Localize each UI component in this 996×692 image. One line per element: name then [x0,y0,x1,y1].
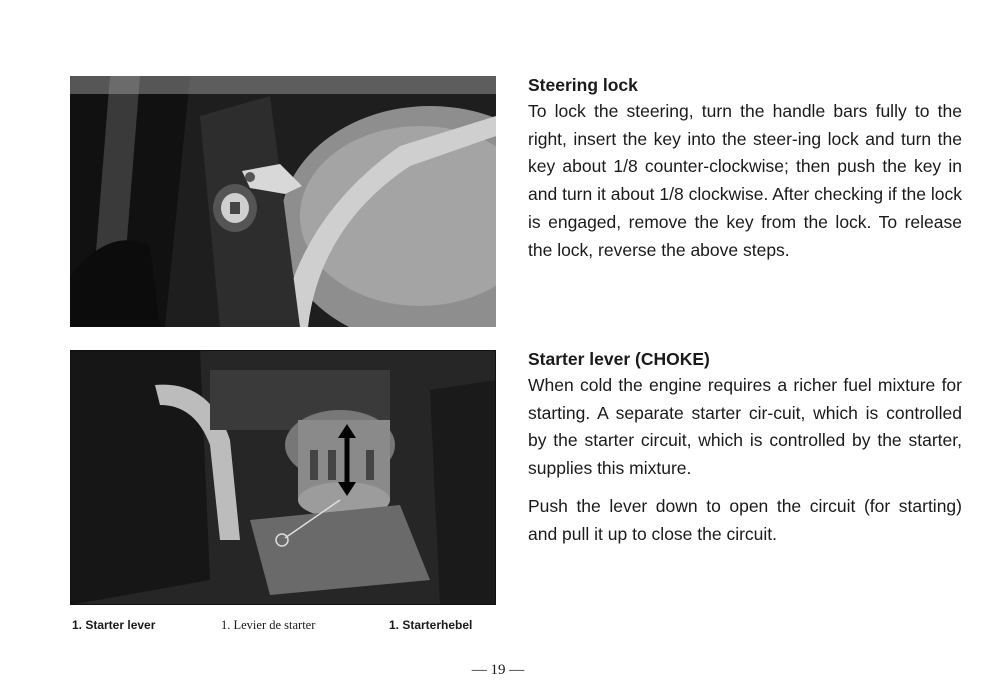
page-number: — 19 — [471,662,525,678]
starter-lever-heading: Starter lever (CHOKE) [528,349,710,369]
steering-lock-section [528,72,962,264]
caption-english: 1. Starter lever [72,618,156,632]
starter-lever-section [528,346,962,548]
caption-german: 1. Starterhebel [389,618,473,632]
starter-lever-illustration [70,350,496,605]
starter-lever-instructions: Push the lever down to open the circuit (for starting) and pull it up to close the circuit. [528,495,962,544]
steering-lock-body: To lock the steering, turn the handle bars fully to the right, insert the key into the steer-ing lock and turn the key about 1/8 counter-clockwise; then push the key in and turn it about 1/8 clockwise. After checking if the lock is engaged, remove the key from the lock. To release the lock, reverse the above steps. [528,101,962,260]
steering-lock-photo [70,76,496,327]
caption-french: 1. Levier de starter [221,618,316,632]
starter-lever-photo [70,350,496,605]
steering-lock-illustration [70,76,496,327]
starter-lever-body: When cold the engine requires a richer fuel mixture for starting. A separate starter cir-cuit, which is controlled by the starter circuit, which is controlled by the starter, supplies this mixture. [528,375,962,479]
steering-lock-heading: Steering lock [528,75,638,95]
